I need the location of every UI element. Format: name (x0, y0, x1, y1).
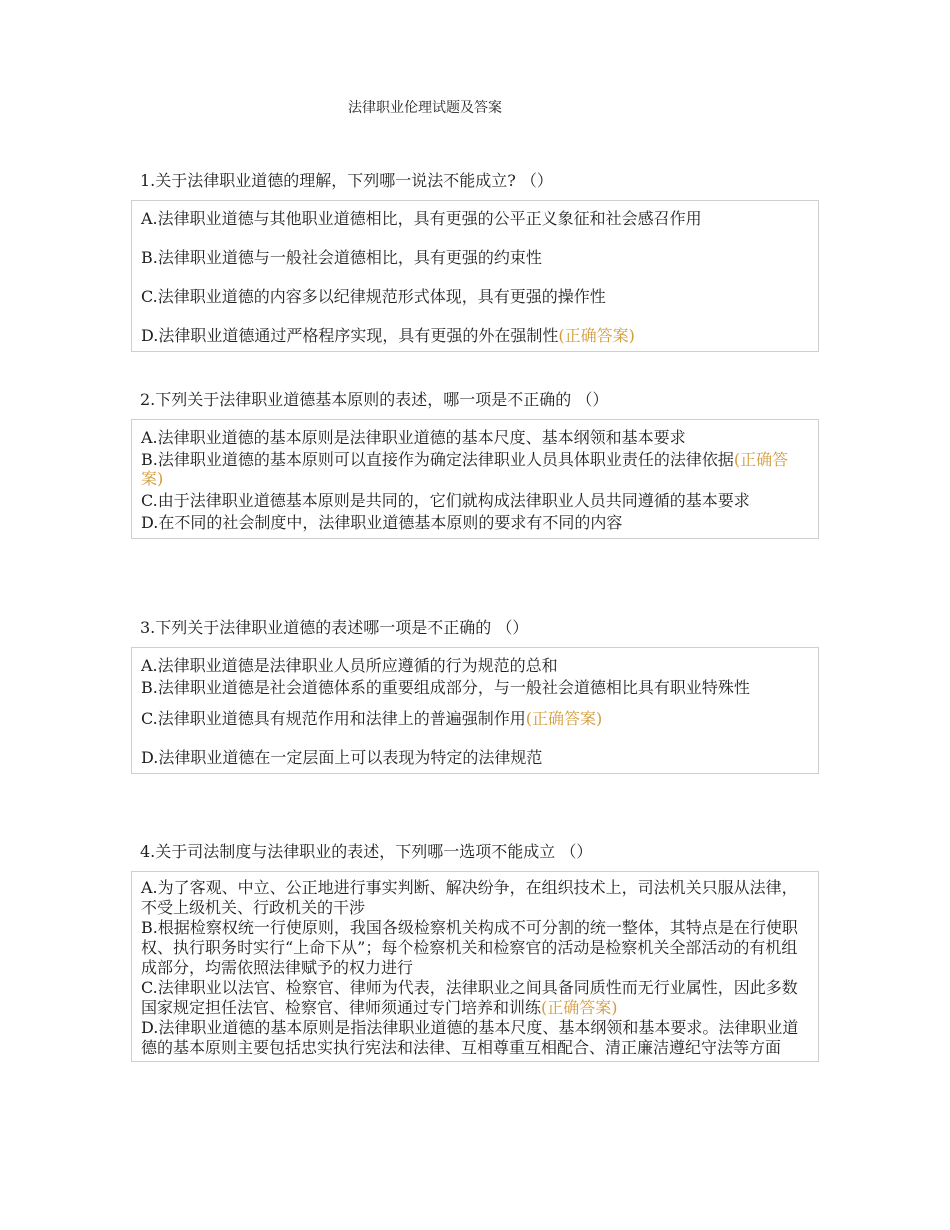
question-stem: 4.关于司法制度与法律职业的表述，下列哪一选项不能成立 （） (140, 842, 593, 861)
option-c: C.由于法律职业道德基本原则是共同的，它们就构成法律职业人员共同遵循的基本要求 (141, 491, 750, 510)
option-b: B.法律职业道德的基本原则可以直接作为确定法律职业人员具体职业责任的法律依据(正确答案) (141, 450, 789, 488)
question-stem: 2.下列关于法律职业道德基本原则的表述，哪一项是不正确的 （） (140, 390, 609, 409)
question-stem: 1.关于法律职业道德的理解，下列哪一说法不能成立? （） (140, 171, 553, 190)
option-a: A.法律职业道德与其他职业道德相比，具有更强的公平正义象征和社会感召作用 (141, 209, 702, 228)
document-title: 法律职业伦理试题及答案 (348, 100, 502, 116)
question-1 (131, 170, 819, 352)
option-d: D.法律职业道德在一定层面上可以表现为特定的法律规范 (141, 748, 543, 767)
question-3 (131, 617, 819, 774)
option-c: C.法律职业以法官、检察官、律师为代表，法律职业之间具备同质性而无行业属性，因此多数国家规定担任法官、检察官、律师须通过专门培养和训练(正确答案) (141, 978, 798, 1017)
option-a: A.法律职业道德是法律职业人员所应遵循的行为规范的总和 (141, 656, 558, 675)
option-c: C.法律职业道德具有规范作用和法律上的普遍强制作用(正确答案) (141, 709, 603, 728)
options-box (131, 419, 819, 539)
option-d: D.法律职业道德的基本原则是指法律职业道德的基本尺度、基本纲领和基本要求。法律职业道德的基本原则主要包括忠实执行宪法和法律、互相尊重互相配合、清正廉洁遵纪守法等方面 (141, 1018, 799, 1057)
question-4 (131, 841, 819, 1062)
option-a: A.法律职业道德的基本原则是法律职业道德的基本尺度、基本纲领和基本要求 (141, 428, 686, 447)
option-d: D.法律职业道德通过严格程序实现，具有更强的外在强制性(正确答案) (141, 326, 635, 345)
question-stem: 3.下列关于法律职业道德的表述哪一项是不正确的 （） (140, 618, 529, 637)
correct-answer-marker: (正确答案) (558, 326, 635, 345)
options-box (131, 200, 819, 352)
option-b: B.法律职业道德是社会道德体系的重要组成部分，与一般社会道德相比具有职业特殊性 (141, 678, 750, 697)
option-b: B.法律职业道德与一般社会道德相比，具有更强的约束性 (141, 248, 542, 267)
options-box (131, 647, 819, 774)
question-2 (131, 389, 819, 539)
correct-answer-marker: (正确答案) (541, 998, 618, 1017)
option-a: A.为了客观、中立、公正地进行事实判断、解决纷争，在组织技术上，司法机关只服从法律，不受上级机关、行政机关的干涉 (141, 878, 798, 917)
correct-answer-marker: (正确答案) (525, 709, 603, 728)
option-b: B.根据检察权统一行使原则，我国各级检察机关构成不可分割的统一整体，其特点是在行使职权、执行职务时实行“上命下从”；每个检察机关和检察官的活动是检察机关全部活动的有机组成部分，均需依照法律赋予的权力进行 (141, 918, 798, 977)
correct-answer-marker: (正确答案) (141, 450, 789, 488)
option-c: C.法律职业道德的内容多以纪律规范形式体现，具有更强的操作性 (141, 287, 606, 306)
option-d: D.在不同的社会制度中，法律职业道德基本原则的要求有不同的内容 (141, 513, 623, 532)
options-box (131, 871, 819, 1062)
